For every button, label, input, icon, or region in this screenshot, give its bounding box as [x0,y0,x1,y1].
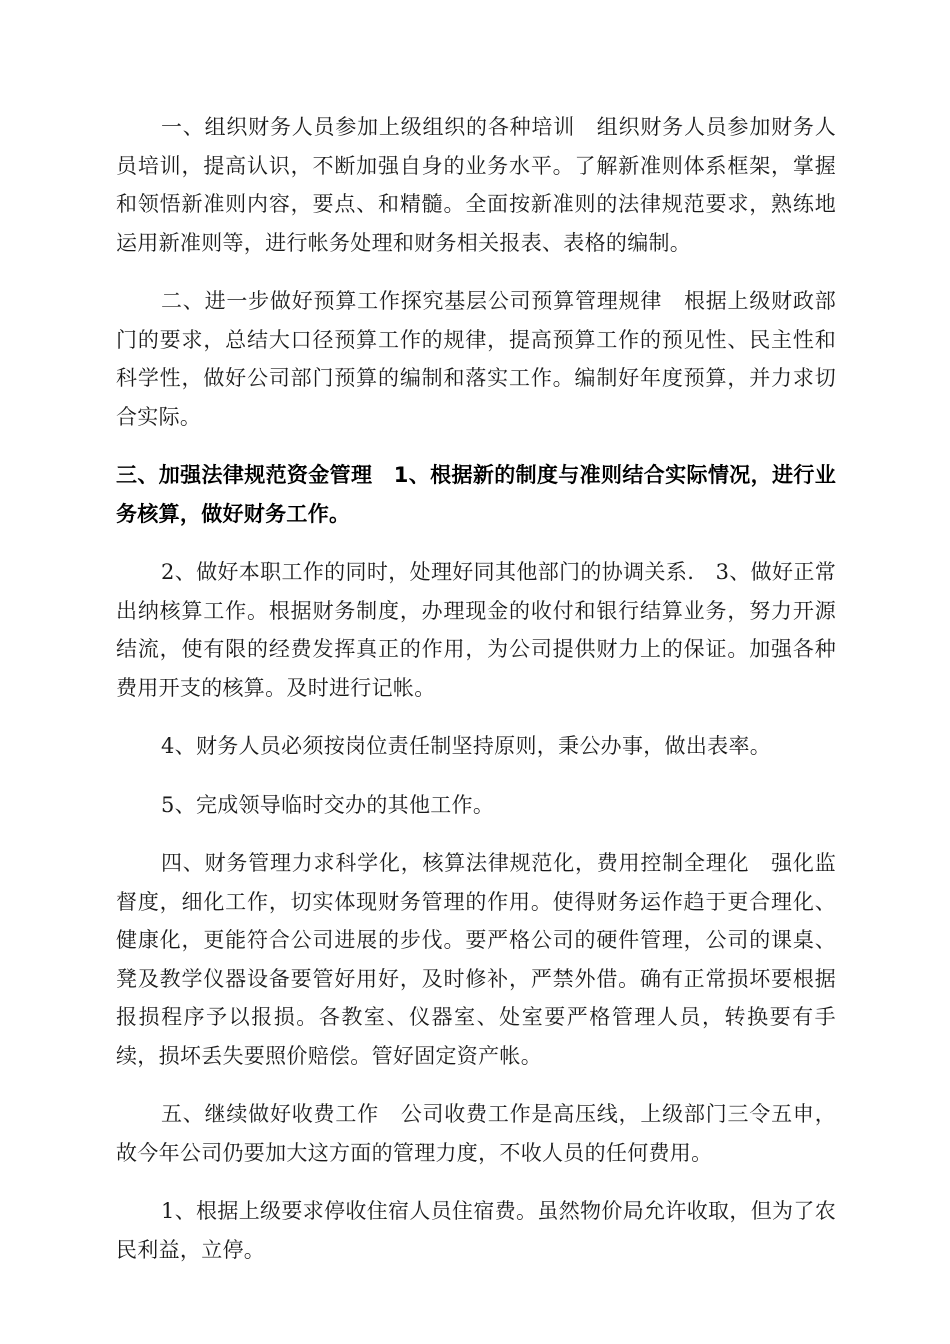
paragraph-item-4: 4、财务人员必须按岗位责任制坚持原则，秉公办事，做出表率。 [161,734,772,758]
paragraph-item-2-3: 2、做好本职工作的同时，处理好同其他部门的协调关系. 3、做好正常出纳核算工作。根据财务制度，办理现金的收付和银行结算业务，努力开源结流，使有限的经费发挥真正的作用，为公司提供财力上的保证。加强各种费用开支的核算。及时进行记帐。 [116,560,836,700]
paragraph-item-1: 1、根据上级要求停收住宿人员住宿费。虽然物价局允许收取，但为了农民利益，立停。 [116,1199,836,1262]
paragraph-section-1: 一、组织财务人员参加上级组织的各种培训 组织财务人员参加财务人员培训，提高认识，不断加强自身的业务水平。了解新准则体系框架，掌握和领悟新准则内容，要点、和精髓。全面按新准则的法律规范要求，熟练地运用新准则等，进行帐务处理和财务相关报表、表格的编制。 [116,115,836,255]
paragraph-section-2: 二、进一步做好预算工作探究基层公司预算管理规律 根据上级财政部门的要求，总结大口径预算工作的规律，提高预算工作的预见性、民主性和科学性，做好公司部门预算的编制和落实工作。编制好年度预算，并力求切合实际。 [116,289,836,429]
paragraph-section-4: 四、财务管理力求科学化，核算法律规范化，费用控制全理化 强化监督度，细化工作，切实体现财务管理的作用。使得财务运作趋于更合理化、健康化，更能符合公司进展的步伐。要严格公司的硬件管理，公司的课桌、凳及教学仪器设备要管好用好，及时修补，严禁外借。确有正常损坏要根据报损程序予以报损。各教室、仪器室、处室要严格管理人员，转换要有手续，损坏丢失要照价赔偿。管好固定资产帐。 [116,851,836,1068]
paragraph-section-3-heading: 三、加强法律规范资金管理 1、根据新的制度与准则结合实际情况，进行业务核算，做好财务工作。 [116,463,836,526]
document-body [116,108,836,1289]
paragraph-section-5: 五、继续做好收费工作 公司收费工作是高压线，上级部门三令五申，故今年公司仍要加大这方面的管理力度，不收人员的任何费用。 [116,1102,836,1165]
paragraph-item-5: 5、完成领导临时交办的其他工作。 [161,792,495,817]
